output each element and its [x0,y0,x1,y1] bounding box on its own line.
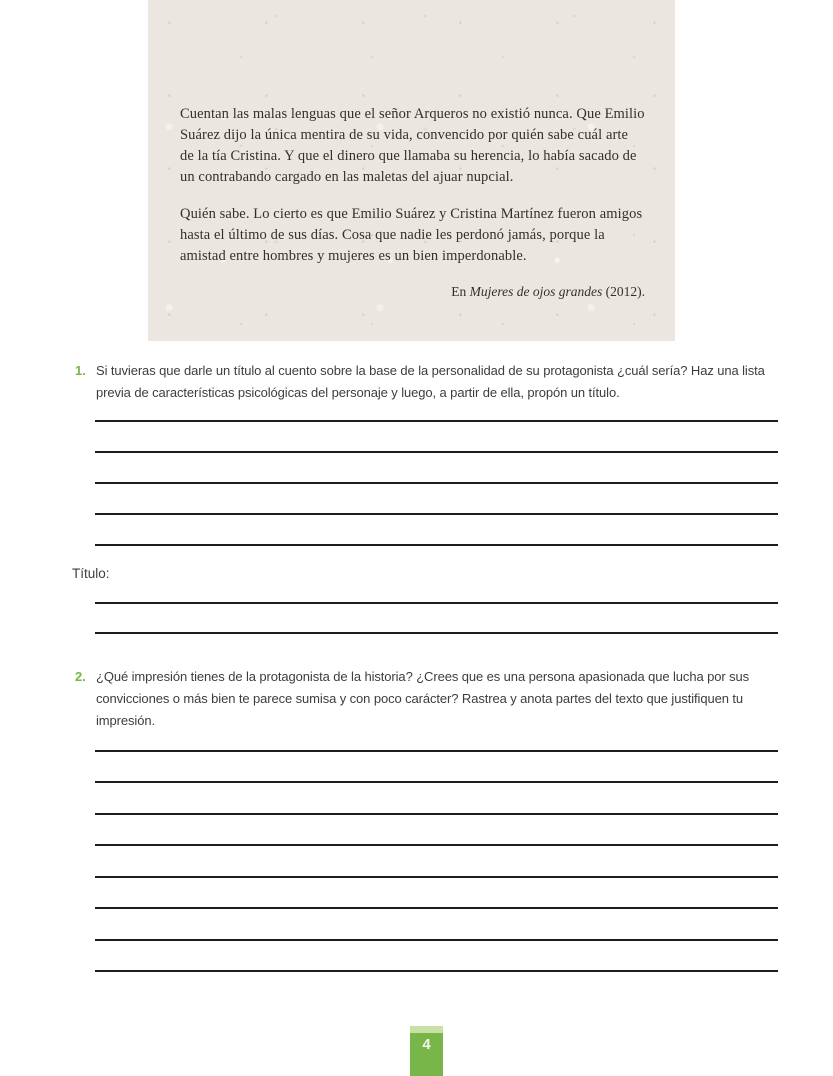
answer-line [95,422,778,453]
attribution-prefix: En [451,284,470,299]
answer-line [95,752,778,784]
question-2-text: ¿Qué impresión tienes de la protagonista de la historia? ¿Crees que es una persona apasionada que lucha por sus convicciones o más bien te parece sumisa y con poco carácter? Rastrea y anota partes del texto que justifiquen tu impresión. [96,669,750,728]
question-1-text: Si tuvieras que darle un título al cuento sobre la base de la personalidad de su protagonista ¿cuál sería? Haz una lista previa de características psicológicas del personaje y luego, a partir de ella, propón un título. [96,363,765,400]
story-paragraph-1: Cuentan las malas lenguas que el señor Arqueros no existió nunca. Que Emilio Suárez dijo la única mentira de su vida, convencido por quién sabe cuál arte de la tía Cristina. Y que el dinero que llamaba su herencia, lo había sacado de un contrabando cargado en las maletas del ajuar nupcial. [180,106,645,185]
page-tab-strip [410,1026,443,1033]
answer-line [95,878,778,910]
title-field-answer-lines [95,576,778,634]
reading-passage-box [148,0,675,341]
answer-line [95,846,778,878]
answer-line [95,515,778,546]
answer-line [95,909,778,941]
question-2-answer-lines [95,720,778,972]
question-2-number: 2. [75,669,86,684]
answer-line [95,720,778,752]
question-1-number: 1. [75,363,86,378]
answer-line [95,453,778,484]
answer-line [95,576,778,604]
story-paragraph-2: Quién sabe. Lo cierto es que Emilio Suárez y Cristina Martínez fueron amigos hasta el último de sus días. Cosa que nadie les perdonó jamás, porque la amistad entre hombres y mujeres es un bien imperdonable. [180,206,643,264]
question-1-answer-lines [95,391,778,546]
page-number-tab [410,1026,443,1076]
attribution-year: (2012). [602,284,645,299]
answer-line [95,815,778,847]
answer-line [95,604,778,634]
answer-line [95,391,778,422]
work-title: Mujeres de ojos grandes [469,284,603,299]
title-field-label: Título: [72,566,110,581]
page-number: 4 [422,1036,431,1053]
answer-line [95,484,778,515]
answer-line [95,941,778,973]
answer-line [95,783,778,815]
source-attribution [180,283,645,301]
